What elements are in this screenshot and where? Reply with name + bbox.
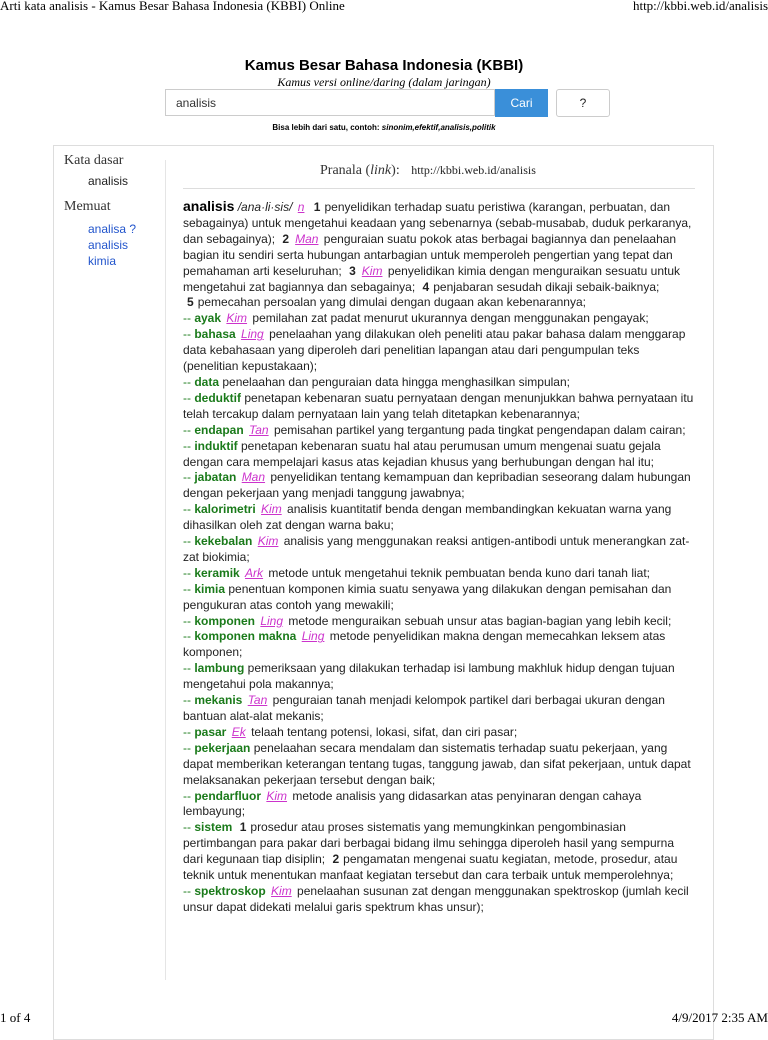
domain-label[interactable]: Kim — [271, 883, 292, 898]
subentry-dash: -- — [183, 581, 195, 596]
domain-label[interactable]: Ling — [301, 629, 325, 644]
subentry-dash: -- — [183, 629, 195, 644]
site-subtitle: Kamus versi online/daring (dalam jaringan) — [277, 75, 491, 89]
sense-number: 1 — [239, 820, 247, 835]
subentry-word[interactable]: data — [194, 374, 220, 389]
subentry-text: analisis kuantitatif benda dengan membandingkan kekuatan warna yang dihasilkan oleh zat dengan warna baku; — [183, 502, 672, 533]
search-button[interactable]: Cari — [495, 89, 548, 117]
subentry-text: pemeriksaan yang dilakukan terhadap isi lambung makhluk hidup dengan tujuan mengetahui pola makannya; — [183, 661, 675, 692]
domain-label[interactable]: Ark — [245, 565, 264, 580]
subentry-word[interactable]: pekerjaan — [194, 740, 251, 755]
search-hint: Bisa lebih dari satu, contoh: sinonim,efektif,analisis,politik — [272, 123, 496, 132]
subentry-word[interactable]: sistem — [194, 820, 233, 835]
subentry-word[interactable]: mekanis — [194, 693, 243, 708]
domain-label[interactable]: Kim — [226, 311, 248, 326]
domain-label[interactable]: Ling — [241, 327, 264, 342]
subentry-word[interactable]: pasar — [194, 724, 227, 739]
subentry — [183, 741, 695, 789]
domain-label[interactable]: Ling — [260, 613, 284, 628]
domain-label[interactable]: Kim — [266, 788, 288, 803]
sidebar-divider — [165, 160, 166, 980]
subentry — [183, 661, 695, 693]
subentry-word[interactable]: ayak — [194, 311, 222, 326]
memuat-links — [88, 221, 136, 269]
subentry-word[interactable]: komponen — [194, 613, 255, 628]
subentry-text: pemisahan partikel yang tergantung pada tingkat pengendapan dalam cairan; — [273, 422, 686, 437]
sense-number: 1 — [313, 200, 321, 214]
site-title[interactable]: Kamus Besar Bahasa Indonesia (KBBI) — [244, 57, 524, 74]
subentry — [183, 566, 695, 582]
subentry-text: metode untuk mengetahui teknik pembuatan benda kuno dari tanah liat; — [268, 565, 650, 580]
sense-text: penyelidikan kimia dengan menguraikan sesuatu untuk mengetahui zat bagiannya dan sebagainya; — [183, 263, 681, 294]
subentry-dash: -- — [183, 820, 195, 835]
memuat-link-kimia[interactable]: kimia — [88, 254, 117, 268]
sense-text: pengamatan mengenai suatu kegiatan, metode, prosedur, atau teknik untuk menentukan manfaat kegiatan tersebut dan cara terbaik untuk memperolehnya; — [183, 852, 678, 883]
print-header — [0, 0, 768, 14]
print-page-count: 1 of 4 — [0, 1010, 31, 1025]
subentry-dash: -- — [183, 502, 195, 517]
domain-label[interactable]: Tan — [249, 422, 269, 437]
subentry — [183, 789, 695, 821]
subentry — [183, 534, 695, 566]
subentry-dash: -- — [183, 613, 195, 628]
subentry-text: telaah tentang potensi, lokasi, sifat, dan ciri pasar; — [251, 724, 518, 739]
subentry — [183, 725, 695, 741]
subentry-word[interactable]: bahasa — [194, 327, 236, 342]
sense-text: penjabaran sesudah dikaji sebaik-baiknya; — [433, 279, 660, 294]
subentry-word[interactable]: deduktif — [194, 390, 241, 405]
subentry-word[interactable]: pendarfluor — [194, 788, 261, 803]
subentry — [183, 470, 695, 502]
dictionary-entry — [183, 199, 695, 916]
subentry-dash: -- — [183, 740, 195, 755]
subentry-word[interactable]: spektroskop — [194, 883, 266, 898]
subentry-word[interactable]: lambung — [194, 661, 245, 676]
subentry-dash: -- — [183, 534, 195, 549]
subentry-text: penetapan kebenaran suatu pernyataan dengan menunjukkan bahwa pernyataan itu telah tercakup dalam pernyataan lain yang telah ditetapkan kebenarannya; — [183, 390, 694, 421]
subentry-dash: -- — [183, 693, 195, 708]
domain-label[interactable]: Tan — [247, 693, 268, 708]
subentry-dash: -- — [183, 311, 195, 326]
domain-label[interactable]: Man — [295, 231, 319, 246]
subentry-text: penelaahan secara mendalam dan sistematis terhadap suatu pekerjaan, yang dapat memberikan keterangan tentang tugas, tanggung jawab, dan sifat pekerjaan, untuk dapat melaksanakan pekerjaan tersebut dengan baik; — [183, 740, 691, 787]
subentry-text: metode penyelidikan makna dengan memecahkan leksem atas komponen; — [183, 629, 666, 660]
subentry — [183, 820, 695, 884]
subentry-word[interactable]: komponen makna — [194, 629, 297, 644]
subentry-word[interactable]: keramik — [194, 565, 240, 580]
search-input[interactable]: analisis — [165, 89, 495, 116]
subentry-dash: -- — [183, 788, 195, 803]
domain-label[interactable]: Kim — [261, 502, 282, 517]
subentry — [183, 629, 695, 661]
subentry-word[interactable]: endapan — [194, 422, 244, 437]
subentry-text: penyelidikan tentang kemampuan dan kepribadian seseorang dalam hubungan dengan pekerjaan yang menjadi tanggung jawabnya; — [183, 470, 691, 501]
sense-number: 4 — [422, 279, 430, 294]
subentry-word[interactable]: induktif — [194, 438, 238, 453]
subentry-word[interactable]: kimia — [194, 581, 226, 596]
pranala-url[interactable]: http://kbbi.web.id/analisis — [411, 163, 536, 177]
sense-text: prosedur atau proses sistematis yang memungkinkan pengombinasian pertimbangan para pakar dari berbagai bidang ilmu sehingga diperoleh hasil yang sempurna dari kegunaan tiap disiplin; — [183, 820, 674, 867]
domain-label[interactable]: Ek — [231, 724, 246, 739]
subentry-dash: -- — [183, 374, 195, 389]
subentry-dash: -- — [183, 724, 195, 739]
subentry-text: metode analisis yang didasarkan atas penyinaran dengan cahaya lembayung; — [183, 788, 642, 819]
kata-dasar-heading: Kata dasar — [64, 153, 124, 168]
search-hint-example: sinonim,efektif,analisis,politik — [381, 123, 496, 132]
subentry-text: penentuan komponen kimia suatu senyawa yang dilakukan dengan pemisahan dan pengukuran atas contoh yang mewakili; — [183, 581, 672, 612]
subentry-dash: -- — [183, 470, 195, 485]
subentry-dash: -- — [183, 565, 195, 580]
subentry-text: penelaahan susunan zat dengan menggunakan spektroskop (jumlah kecil unsur dapat didekati melalui garis spektrum khas unsur); — [183, 883, 689, 914]
pranala-link: Pranala (link): http://kbbi.web.id/analisis — [320, 163, 536, 178]
domain-label[interactable]: Kim — [257, 534, 279, 549]
print-page-title: Arti kata analisis - Kamus Besar Bahasa Indonesia (KBBI) Online — [0, 0, 345, 13]
subentry-text: penelaahan yang dilakukan oleh peneliti atau pakar bahasa dalam menggarap data kebahasaan yang diperoleh dari penelitian lapangan atau dari pengumpulan teks (penelitian kepustakaan); — [183, 327, 686, 374]
subentry — [183, 884, 695, 916]
sense-text: pemecahan persoalan yang dimulai dengan dugaan akan kebenarannya; — [197, 295, 586, 310]
subentry — [183, 502, 695, 534]
subentry — [183, 391, 695, 423]
pronunciation: /ana·li·sis/ — [237, 200, 293, 214]
subentry-dash: -- — [183, 390, 195, 405]
memuat-link-analisis[interactable]: analisis — [88, 238, 129, 252]
subentry — [183, 375, 695, 391]
sense-text: penyelidikan terhadap suatu peristiwa (karangan, perbuatan, dan sebagainya) untuk mengetahui keadaan yang sebenarnya (sebab-musabab, duduk perkaranya, dan sebagainya); — [183, 200, 692, 246]
subentry-word[interactable]: jabatan — [194, 470, 237, 485]
sense-number: 2 — [282, 231, 290, 246]
subentry-dash: -- — [183, 883, 195, 898]
subentry-text: penguraian tanah menjadi kelompok partikel dari berbagai ukuran dengan bantuan alat-alat mekanis; — [183, 693, 665, 723]
print-timestamp: 4/9/2017 2:35 AM — [671, 1010, 768, 1025]
subentry-text: pemilahan zat padat menurut ukurannya dengan menggunakan pengayak; — [252, 311, 649, 326]
subentry-text: analisis yang menggunakan reaksi antigen-antibodi untuk menerangkan zat-zat biokimia; — [183, 534, 690, 564]
pranala-divider — [183, 188, 695, 189]
print-page-url: http://kbbi.web.id/analisis — [632, 0, 768, 13]
subentry — [183, 582, 695, 614]
subentry — [183, 693, 695, 725]
subentry-dash: -- — [183, 327, 195, 342]
subentry — [183, 423, 695, 439]
subentry — [183, 311, 695, 327]
subentry-word[interactable]: kalorimetri — [194, 502, 256, 517]
help-button[interactable]: ? — [556, 89, 610, 117]
sense-number: 5 — [187, 295, 194, 310]
memuat-heading: Memuat — [64, 199, 111, 214]
domain-label[interactable]: Man — [241, 470, 266, 485]
subentry-dash: -- — [183, 438, 195, 453]
subentry-word[interactable]: kekebalan — [194, 534, 253, 549]
kata-dasar-value: analisis — [88, 174, 129, 188]
subentry — [183, 439, 695, 471]
subentry — [183, 327, 695, 375]
main-definition — [183, 199, 695, 311]
memuat-link-analisa[interactable]: analisa ? — [88, 222, 137, 236]
sense-number: 3 — [349, 263, 356, 278]
sense-text: penguraian suatu pokok atas berbagai bagiannya dan penelaahan bagian itu sendiri serta hubungan antarbagian untuk memperoleh pengertian yang tepat dan pemahaman arti keseluruhan; — [183, 231, 677, 278]
domain-label[interactable]: Kim — [361, 263, 383, 278]
pos-label[interactable]: n — [297, 200, 305, 214]
subentry — [183, 614, 695, 630]
subentry-text: penetapan kebenaran suatu hal atau perumusan umum mengenai suatu gejala dengan cara mempelajari kasus atas kejadian khusus yang berhubungan dengan hal itu; — [183, 438, 661, 469]
subentry-text: penelaahan dan penguraian data hingga menghasilkan simpulan; — [222, 374, 570, 389]
sense-number: 2 — [332, 852, 340, 867]
subentry-text: metode menguraikan sebuah unsur atas bagian-bagian yang lebih kecil; — [288, 613, 672, 628]
headword: analisis — [183, 198, 235, 214]
subentry-dash: -- — [183, 422, 195, 437]
subentry-dash: -- — [183, 661, 195, 676]
